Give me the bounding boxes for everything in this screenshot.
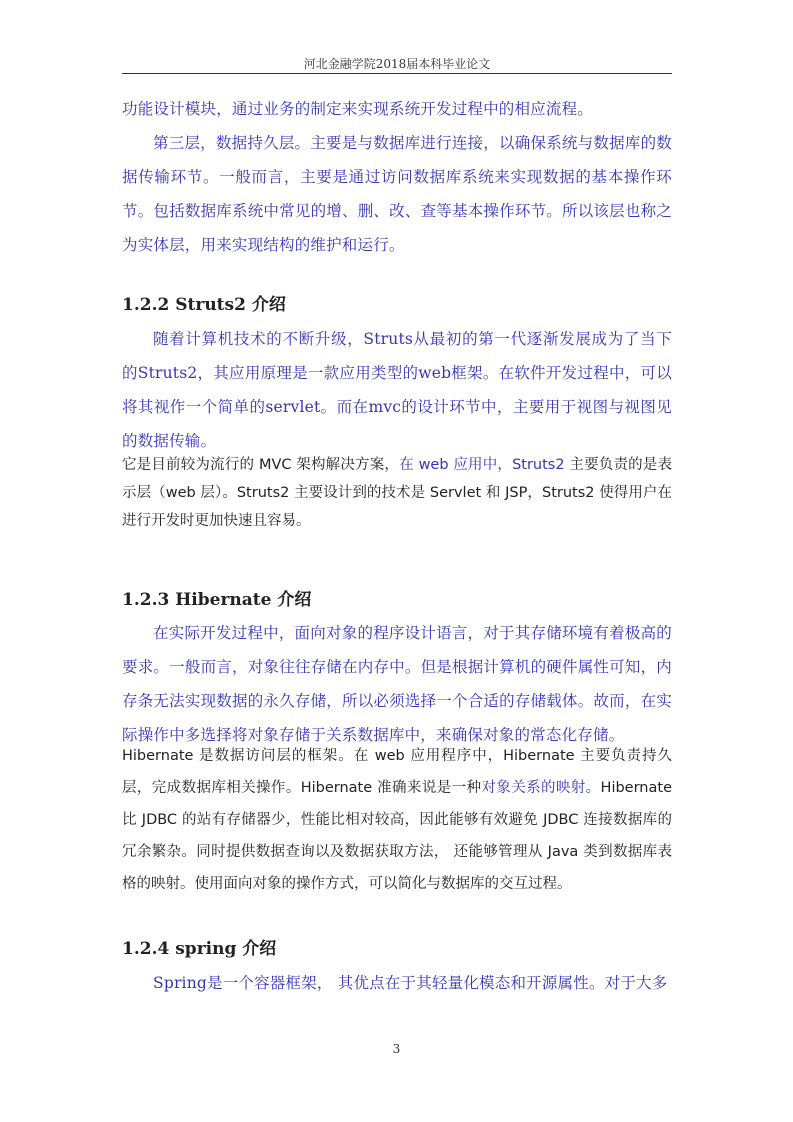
heading-struts2: 1.2.2 Struts2 介绍 bbox=[122, 295, 286, 315]
hibernate-block-2 bbox=[122, 740, 672, 900]
struts-text-a: 它是目前较为流行的 MVC 架构解决方案， bbox=[122, 457, 400, 473]
paragraph-hibernate-storage: 在实际开发过程中，面向对象的程序设计语言，对于其存储环境有着极高的要求。一般而言，对象往往存储在内存中。但是根据计算机的硬件属性可知，内存条无法实现数据的永久存储，所以必须选择一个合适的存储载体。故而，在实际操作中多选择将对象存储于关系数据库中，来确保对象的常态化存储。 bbox=[122, 624, 672, 744]
heading-spring: 1.2.4 spring 介绍 bbox=[122, 939, 277, 959]
struts-text-c: 主要负责的是表示层（web 层）。Struts2 主要设计到的技术是 Servlet 和 JSP，Struts2 使得用户在进行开发时更加快速且容易。 bbox=[122, 457, 672, 529]
paragraph-struts-mvc bbox=[122, 451, 672, 535]
page-number: 3 bbox=[392, 1042, 401, 1056]
heading-hibernate: 1.2.3 Hibernate 介绍 bbox=[122, 590, 312, 610]
header-rule bbox=[122, 73, 672, 74]
spring-block bbox=[122, 966, 672, 1000]
hibernate-text-b: 对象关系的映射 bbox=[481, 780, 586, 796]
intro-block bbox=[122, 92, 672, 262]
paragraph-struts-history: 随着计算机技术的不断升级，Struts从最初的第一代逐渐发展成为了当下的Struts2，其应用原理是一款应用类型的web框架。在软件开发过程中，可以将其视作一个简单的servlet。而在mvc的设计环节中，主要用于视图与视图见的数据传输。 bbox=[122, 330, 672, 450]
running-header: 河北金融学院2018届本科毕业论文 bbox=[303, 57, 491, 71]
hibernate-block bbox=[122, 616, 672, 752]
struts-block-2 bbox=[122, 451, 672, 535]
paragraph-continuation: 功能设计模块，通过业务的制定来实现系统开发过程中的相应流程。 bbox=[122, 100, 594, 118]
struts-block bbox=[122, 322, 672, 458]
paragraph-spring-intro: Spring是一个容器框架， 其优点在于其轻量化模态和开源属性。对于大多 bbox=[153, 974, 668, 992]
struts-text-b: 在 web 应用中，Struts2 bbox=[399, 457, 565, 473]
paragraph-persistence-layer: 第三层，数据持久层。主要是与数据库进行连接，以确保系统与数据库的数据传输环节。一般而言，主要是通过访问数据库系统来实现数据的基本操作环节。包括数据库系统中常见的增、删、改、查等基本操作环节。所以该层也称之为实体层，用来实现结构的维护和运行。 bbox=[122, 134, 672, 254]
hibernate-text-a: Hibernate 是数据访问层的框架。在 web 应用程序中，Hibernate 主要负责持久层，完成数据库相关操作。Hibernate 准确来说是一种 bbox=[122, 748, 672, 796]
hibernate-text-c: 。Hibernate 比 JDBC 的站有存储器少，性能比相对较高，因此能够有效避免 JDBC 连接数据库的冗余繁杂。同时提供数据查询以及数据获取方法， 还能够管理从 Java 类到数据库表格的映射。使用面向对象的操作方式，可以简化与数据库的交互过程。 bbox=[122, 780, 672, 892]
paragraph-hibernate-orm bbox=[122, 740, 672, 900]
